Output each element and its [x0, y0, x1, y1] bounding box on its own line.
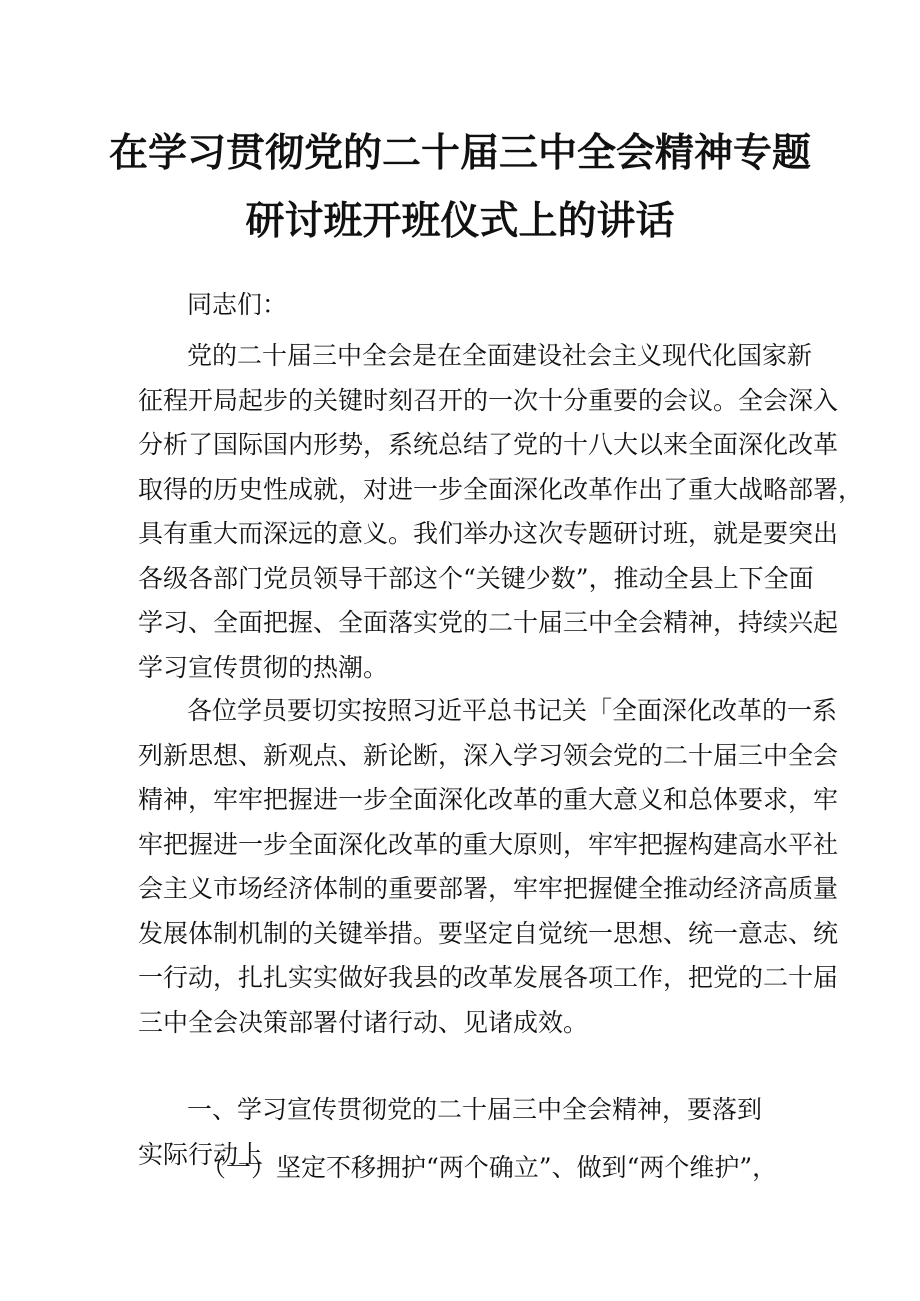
paragraph-line: 征程开局起步的关键时刻召开的一次十分重要的会议。全会深入 [138, 385, 839, 415]
paragraph-line: 会主义市场经济体制的重要部署，牢牢把握健全推动经济高质量 [138, 874, 839, 903]
document-title-line-1: 在学习贯彻党的二十届三中全会精神专题 [108, 131, 811, 176]
paragraph-line: 精神，牢牢把握进一步全面深化改革的重大意义和总体要求，牢 [138, 785, 839, 814]
subsection-heading-1: （一）坚定不移拥护“两个确立”、做到“两个维护”， [201, 1153, 778, 1182]
paragraph-line: 各级各部门党员领导干部这个“关键少数”，推动全县上下全面 [138, 563, 814, 593]
paragraph-line: 发展体制机制的关键举措。要坚定自觉统一思想、统一意志、统 [138, 918, 839, 948]
paragraph-line: 分析了国际国内形势，系统总结了党的十八大以来全面深化改革 [138, 430, 839, 459]
paragraph-line: 党的二十届三中全会是在全面建设社会主义现代化国家新 [187, 341, 813, 370]
salutation: 同志们： [187, 290, 288, 319]
paragraph-2 [138, 689, 839, 1045]
paragraph-1 [138, 334, 864, 690]
section-heading-line: 一、学习宣传贯彻党的二十届三中全会精神，要落到 [187, 1095, 763, 1124]
paragraph-line: 各位学员要切实按照习近平总书记关「全面深化改革的一系 [187, 696, 838, 725]
paragraph-line: 三中全会决策部署付诸行动、见诸成效。 [138, 1007, 589, 1037]
document-title-line-2: 研讨班开班仪式上的讲话 [245, 199, 675, 244]
paragraph-line: 牢把握进一步全面深化改革的重大原则，牢牢把握构建高水平社 [138, 829, 839, 859]
paragraph-line: 取得的历史性成就，对进一步全面深化改革作出了重大战略部署， [138, 474, 864, 504]
paragraph-line: 具有重大而深远的意义。我们举办这次专题研讨班，就是要突出 [138, 519, 839, 548]
paragraph-line: 列新思想、新观点、新论断，深入学习领会党的二十届三中全会 [138, 740, 839, 770]
paragraph-line: 学习宣传贯彻的热潮。 [138, 652, 389, 682]
section-heading-line: 实际行动上 [138, 1139, 264, 1169]
paragraph-line: 学习、全面把握、全面落实党的二十届三中全会精神，持续兴起 [138, 608, 839, 637]
paragraph-line: 一行动，扎扎实实做好我县的改革发展各项工作，把党的二十届 [138, 963, 839, 992]
